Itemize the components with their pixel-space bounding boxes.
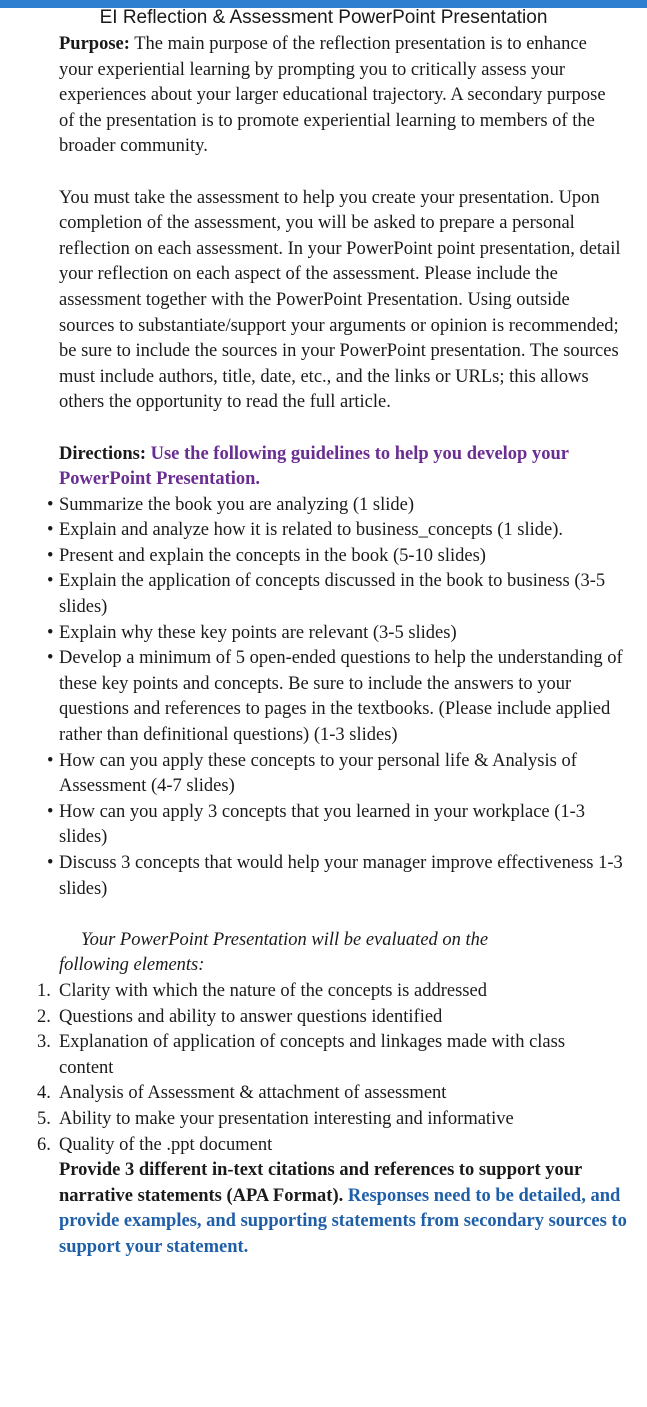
evaluation-intro: [59, 928, 627, 979]
bullet-icon: •: [47, 750, 54, 771]
list-item: • Explain and analyze how it is related to business_concepts (1 slide).: [0, 518, 647, 544]
evaluation-criteria-list: [0, 979, 647, 1158]
evaluation-intro-line-2: following elements:: [59, 955, 205, 976]
directions-label: Directions:: [59, 443, 146, 464]
purpose-text: The main purpose of the reflection presentation is to enhance your experiential learning by prompting you to critically assess your experiences about your larger educational trajectory. A secondary purpose of the presentation is to promote experiential learning to members of the broader community.: [59, 34, 606, 157]
bullet-icon: •: [47, 545, 54, 566]
list-item: • Explain the application of concepts discussed in the book to business (3-5 slides): [47, 571, 606, 618]
list-item: 6. Quality of the .ppt document: [0, 1133, 647, 1159]
item-number: 6.: [37, 1134, 51, 1155]
list-item: • How can you apply 3 concepts that you learned in your workplace (1-3 slides): [47, 801, 586, 848]
bullet-icon: •: [47, 520, 54, 541]
purpose-label: Purpose:: [59, 34, 130, 54]
directions-paragraph: [59, 442, 621, 493]
item-number: 1.: [37, 980, 51, 1001]
purpose-paragraph: [59, 32, 621, 160]
list-item: • How can you apply these concepts to your personal life & Analysis of Assessment (4-7 slides): [47, 750, 577, 797]
item-number: 4.: [37, 1083, 51, 1104]
evaluation-intro-line-1: Your PowerPoint Presentation will be evaluated on the: [81, 929, 489, 950]
item-number: 2.: [37, 1006, 51, 1027]
list-item: 1. Clarity with which the nature of the concepts is addressed: [0, 979, 647, 1005]
list-item: • Discuss 3 concepts that would help your manager improve effectiveness 1-3 slides): [47, 853, 623, 899]
item-number: 3.: [37, 1032, 51, 1053]
list-item: • Explain why these key points are relevant (3-5 slides): [0, 621, 647, 647]
list-item: • Develop a minimum of 5 open-ended questions to help the understanding of these key points and concepts. Be sure to include the answers to your questions and references to pages in the textbooks. (Please include applied rather than definitional questions) (1-3 slides): [47, 648, 623, 746]
directions-list: [0, 493, 647, 903]
closing-statement: [59, 1158, 627, 1260]
list-item: 4. Analysis of Assessment & attachment of assessment: [0, 1081, 647, 1107]
assessment-paragraph: You must take the assessment to help you create your presentation. Upon completion of the assessment, you will be asked to prepare a personal reflection on each assessment. In your PowerPoint point presentation, detail your reflection on each aspect of the assessment. Please include the assessment together with the PowerPoint Presentation. Using outside sources to substantiate/support your arguments or opinion is recommended; be sure to include the sources in your PowerPoint presentation. The sources must include authors, title, date, etc., and the links or URLs; this allows others the opportunity to read the full article.: [59, 187, 621, 413]
bullet-icon: •: [47, 622, 54, 643]
list-item: 2. Questions and ability to answer questions identified: [0, 1005, 647, 1031]
list-item: 5. Ability to make your presentation interesting and informative: [0, 1107, 647, 1133]
bullet-icon: •: [47, 494, 54, 515]
document-title: EI Reflection & Assessment PowerPoint Presentation: [99, 7, 548, 28]
directions-highlight: Use the following guidelines to help you develop your PowerPoint Presentation.: [59, 443, 569, 490]
closing-text: Provide 3 different in-text citations and references to support your narrative statements (APA Format).: [59, 1160, 582, 1206]
list-item: 3. Explanation of application of concepts and linkages made with class content: [37, 1032, 566, 1078]
bullet-icon: •: [47, 853, 54, 873]
bullet-icon: •: [47, 648, 54, 669]
list-item: • Present and explain the concepts in the book (5-10 slides): [0, 544, 647, 570]
item-number: 5.: [37, 1108, 51, 1129]
list-item: • Summarize the book you are analyzing (1 slide): [0, 493, 647, 519]
closing-highlight: Responses need to be detailed, and provide examples, and supporting statements from secondary sources to support your statement.: [59, 1185, 627, 1257]
bullet-icon: •: [47, 801, 54, 822]
bullet-icon: •: [47, 571, 54, 592]
document-body: [0, 32, 647, 1261]
